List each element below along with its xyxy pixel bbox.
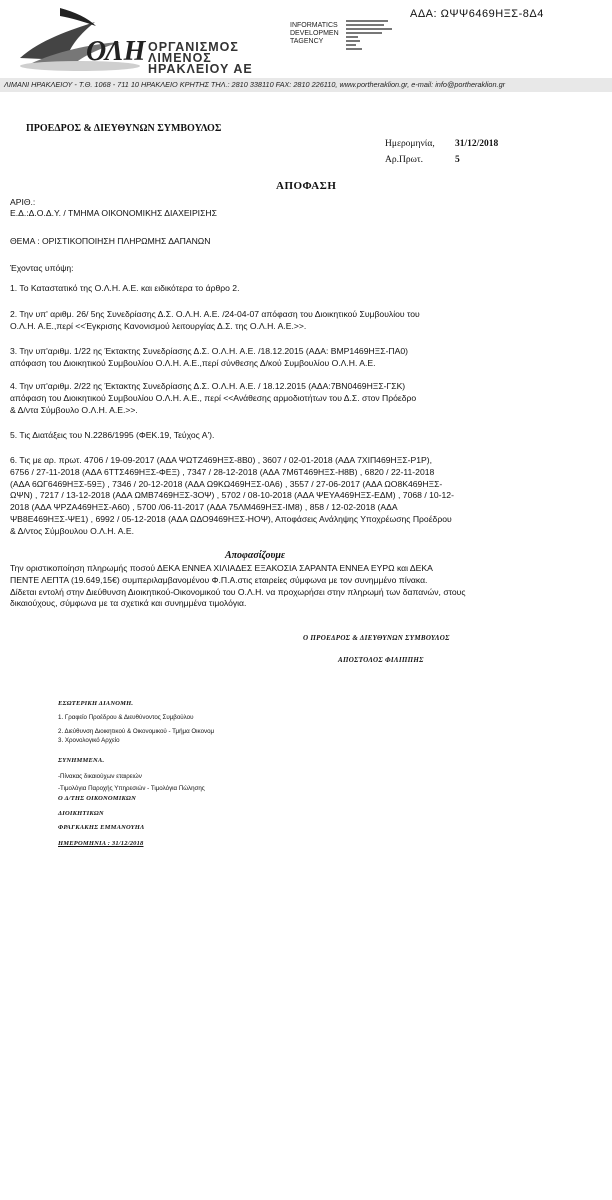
item-6 <box>10 455 550 538</box>
internal-distribution-title: ΕΣΩΤΕΡΙΚΗ ΔΙΑΝΟΜΗ. <box>58 700 134 707</box>
item-line: 5. Τις Διατάξεις του Ν.2286/1995 (ΦΕΚ.19, Τεύχος Α'). <box>10 430 215 440</box>
internal-item: 3. Χρονολογικό Αρχείο <box>58 737 120 744</box>
decision-line: δικαιούχους, σύμφωνα με τα σχετικά και συνημμένα τιμολόγια. <box>10 598 247 609</box>
item-line: ΨΒ8Ε469ΗΞΣ-ΨΕ1) , 6992 / 05-12-2018 (ΑΔΑ ΩΔΟ9469ΗΞΣ-ΗΟΨ), Αποφάσεις Ανάληψης Υποχρέωσης Προέδρου <box>10 513 452 524</box>
item-line: 3. Την υπ'αριθμ. 1/22 ης Έκτακτης Συνεδρίασης Δ.Σ. Ο.Λ.Η. Α.Ε. /18.12.2015 (ΑΔΑ: ΒΜΡ1469ΗΞΣ-ΠΑ0) <box>10 346 409 356</box>
org-name <box>148 42 253 75</box>
decision-line: ΠΕΝΤΕ ΛΕΠΤΑ (19.649,15€) συμπεριλαμβανομένου Φ.Π.Α.στις εταιρείες σύμφωνα με τον συνημμένο πίνακα. <box>10 574 428 585</box>
item-line: απόφαση του Διοικητικού Συμβουλίου Ο.Λ.Η. Α.Ε., περί <<Ανάθεσης αρμοδιοτήτων του Δ.Σ. στον Πρόεδρο <box>10 392 417 403</box>
signature-name: ΑΠΟΣΤΟΛΟΣ ΦΙΛΙΠΠΗΣ <box>338 656 424 664</box>
org-line-1: ΟΡΓΑΝΙΣΜΟΣ <box>148 40 239 54</box>
item-line: 1. Το Καταστατικό της Ο.Λ.Η. Α.Ε. και ειδικότερα το άρθρο 2. <box>10 283 240 293</box>
item-line: & Δ/ντος Σύμβουλου Ο.Λ.Η. Α.Ε. <box>10 525 135 536</box>
footer-date: ΗΜΕΡΟΜΗΝΙΑ : 31/12/2018 <box>58 840 144 847</box>
item-line: Ο.Λ.Η. Α.Ε.,περί <<Έγκρισης Κανονισμού λειτουργίας Δ.Σ. της Ο.Λ.Η. Α.Ε.>>. <box>10 320 307 331</box>
informatics-line-1: INFORMATICS <box>290 22 338 29</box>
informatics-line-2: DEVELOPMEN <box>290 30 339 37</box>
department: Ε.Δ.:Δ.Ο.Δ.Υ. / ΤΜΗΜΑ ΟΙΚΟΝΟΜΙΚΗΣ ΔΙΑΧΕΙΡΙΣΗΣ <box>10 208 217 218</box>
item-4 <box>10 381 530 416</box>
org-line-3: ΗΡΑΚΛΕΙΟΥ ΑΕ <box>148 62 253 76</box>
date-label: Ημερομηνία, <box>385 139 435 149</box>
address-line: ΛΙΜΑΝΙ ΗΡΑΚΛΕΙΟΥ - Τ.Θ. 1068 - 711 10 ΗΡΑΚΛΕΙΟ ΚΡΗΤΗΣ ΤΗΛ.: 2810 338110 FAX: 2810 226110, www.portheraklion.gr, e-mail: info@portheraklion.gr <box>4 80 506 89</box>
considering-label: Έχοντας υπόψη: <box>10 263 74 273</box>
item-line: 4. Την υπ'αριθμ. 2/22 ης Έκτακτης Συνεδρίασης Δ.Σ. Ο.Λ.Η. Α.Ε. / 18.12.2015 (ΑΔΑ:7ΒΝ0469ΗΞΣ-ΓΣΚ) <box>10 381 406 391</box>
item-line: ΩΨΝ) , 7217 / 13-12-2018 (ΑΔΑ ΩΜΒ7469ΗΞΣ-3ΟΨ) , 5702 / 08-10-2018 (ΑΔΑ ΨΕΥΑ469ΗΞΣ-ΕΔΜ) , 7068 / 10-12- <box>10 490 454 501</box>
decide-heading: Αποφασίζουμε <box>225 550 286 561</box>
attached-item: -Τιμολόγια Παροχής Υπηρεσιών - Τιμολόγια Πώλησης <box>58 785 205 792</box>
decision-line: Την οριστικοποίηση πληρωμής ποσού ΔΕΚΑ ΕΝΝΕΑ ΧΙΛΙΑΔΕΣ ΕΞΑΚΟΣΙΑ ΣΑΡΑΝΤΑ ΕΝΝΕΑ ΕΥΡΩ και ΔΕΚΑ <box>10 563 433 573</box>
issuer-title: ΠΡΟΕΔΡΟΣ & ΔΙΕΥΘΥΝΩΝ ΣΥΜΒΟΥΛΟΣ <box>26 123 222 134</box>
item-1 <box>10 283 530 295</box>
item-5 <box>10 430 530 442</box>
item-line: 6756 / 27-11-2018 (ΑΔΑ 6ΤΤΣ469ΗΞΣ-ΦΕΞ) , 7347 / 28-12-2018 (ΑΔΑ 7Μ6Τ469ΗΞΣ-Η8Β) , 6820 / 22-11-2018 <box>10 466 435 477</box>
logo-text: ΟΛΗ <box>86 36 146 67</box>
item-3 <box>10 346 530 370</box>
agency-fine-print-icon <box>346 20 406 56</box>
date-value: 31/12/2018 <box>455 139 499 149</box>
informatics-line-3: TAGENCY <box>290 38 324 45</box>
item-line: 6. Τις με αρ. πρωτ. 4706 / 19-09-2017 (ΑΔΑ ΨΩΤΖ469ΗΞΣ-8Β0) , 3607 / 02-01-2018 (ΑΔΑ 7ΧΙΠ469ΗΞΣ-Ρ1Ρ), <box>10 455 432 465</box>
informatics-agency <box>290 22 339 46</box>
decision-body <box>10 563 550 610</box>
footer-line: ΦΡΑΓΚΑΚΗΣ ΕΜΜΑΝΟΥΗΛ <box>58 824 145 831</box>
internal-item: 2. Διεύθυνση Διοικητικού & Οικονομικού - Τμήμα Οικονομ <box>58 728 215 735</box>
item-line: απόφαση του Διοικητικού Συμβουλίου Ο.Λ.Η. Α.Ε.,περί σύνθεσης Δ/κού Συμβουλίου Ο.Λ.Η. Α.Ε. <box>10 357 376 368</box>
arith-label: ΑΡΙΘ.: <box>10 197 36 207</box>
attached-item: -Πίνακας δικαιούχων εταιρειών <box>58 773 142 780</box>
protocol-label: Αρ.Πρωτ. <box>385 155 424 165</box>
org-line-2: ΛΙΜΕΝΟΣ <box>148 51 212 65</box>
footer-line: ΔΙΟΙΚΗΤΙΚΩΝ <box>58 810 104 817</box>
port-logo-icon <box>0 0 160 78</box>
internal-item: 1. Γραφείο Προέδρου & Διευθύνοντος Συμβούλου <box>58 714 194 721</box>
item-line: & Δ/ντα Σύμβουλο Ο.Λ.Η. Α.Ε.>>. <box>10 404 138 415</box>
item-line: 2018 (ΑΔΑ ΨΡΖΑ469ΗΞΣ-Α60) , 5700 /06-11-2017 (ΑΔΑ 75ΛΜ469ΗΞΣ-ΙΜ8) , 858 / 12-02-2018 (ΑΔΑ <box>10 502 398 513</box>
letterhead <box>0 0 612 80</box>
item-line: (ΑΔΑ 6ΩΓ6469ΗΞΣ-59Ξ) , 7346 / 20-12-2018 (ΑΔΑ Ω9ΚΩ469ΗΞΣ-0Α6) , 3557 / 27-06-2017 (ΑΔΑ ΩΟ8Κ469ΗΞΣ- <box>10 478 443 489</box>
footer-line: Ο Δ/ΤΗΣ ΟΙΚΟΝΟΜΙΚΩΝ <box>58 795 136 802</box>
attached-title: ΣΥΝΗΜΜΕΝΑ. <box>58 757 105 764</box>
subject: ΘΕΜΑ : ΟΡΙΣΤΙΚΟΠΟΙΗΣΗ ΠΛΗΡΩΜΗΣ ΔΑΠΑΝΩΝ <box>10 236 211 246</box>
decision-line: Δίδεται εντολή στην Διεύθυνση Διοικητικού-Οικονομικού του Ο.Λ.Η. να προχωρήσει στην πληρωμή των δαπανών, στους <box>10 586 466 597</box>
item-2 <box>10 309 530 333</box>
ada-code: ΑΔΑ: ΩΨΨ6469ΗΞΣ-8Δ4 <box>410 8 544 20</box>
signature-title: Ο ΠΡΟΕΔΡΟΣ & ΔΙΕΥΘΥΝΩΝ ΣΥΜΒΟΥΛΟΣ <box>303 634 450 642</box>
item-line: 2. Την υπ' αριθμ. 26/ 5ης Συνεδρίασης Δ.Σ. Ο.Λ.Η. Α.Ε. /24-04-07 απόφαση του Διοικητικού Συμβουλίου του <box>10 309 420 319</box>
document-title: ΑΠΟΦΑΣΗ <box>276 180 337 192</box>
protocol-value: 5 <box>455 155 460 165</box>
